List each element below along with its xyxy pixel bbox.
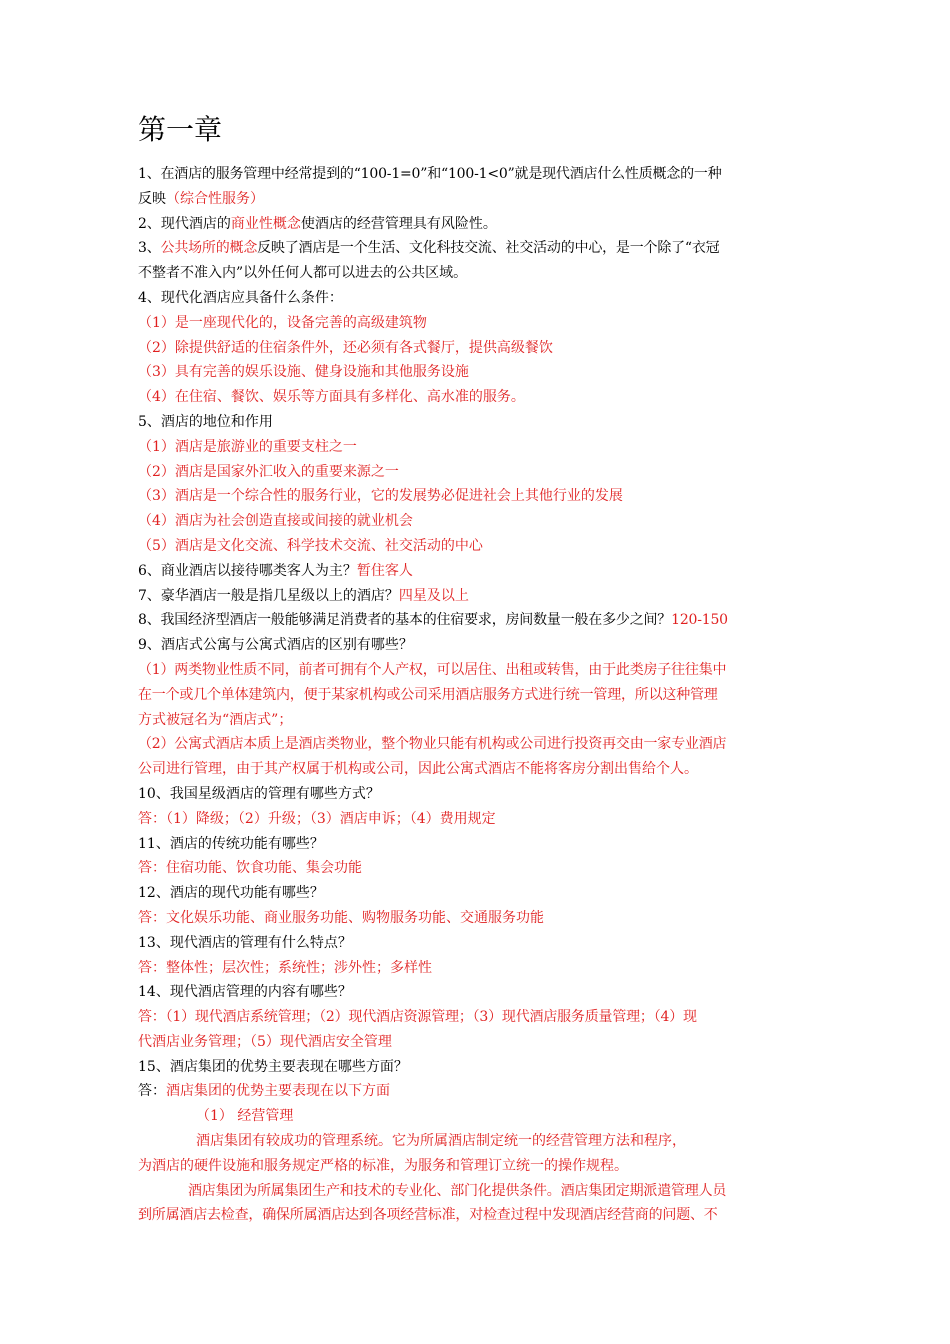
q6-question: 6、商业酒店以接待哪类客人为主？ — [138, 562, 357, 579]
q5-item: （4）酒店为社会创造直接或间接的就业机会 — [138, 513, 413, 530]
q8-question: 8、我国经济型酒店一般能够满足消费者的基本的住宿要求，房间数量一般在多少之间？ — [138, 612, 672, 629]
q9-question: 9、酒店式公寓与公寓式酒店的区别有哪些？ — [138, 637, 413, 654]
chapter-title: 第一章 — [138, 113, 223, 146]
q15-para2-line1: 酒店集团为所属集团生产和技术的专业化、部门化提供条件。酒店集团定期派遣管理人员 — [188, 1182, 727, 1199]
q14-answer-line1: 答：（1）现代酒店系统管理；（2）现代酒店资源管理；（3）现代酒店服务质量管理；（4）现 — [138, 1009, 697, 1026]
q1-line1: 1、在酒店的服务管理中经常提到的“100-1=0”和“100-1<0”就是现代酒店什么性质概念的一种 — [138, 166, 722, 182]
q11-answer: 答：住宿功能、饮食功能、集会功能 — [138, 860, 362, 877]
q10-answer: 答：（1）降级；（2）升级；（3）酒店申诉；（4）费用规定 — [138, 810, 496, 827]
q15-answer-text: 酒店集团的优势主要表现在以下方面 — [166, 1083, 390, 1100]
q15-question: 15、酒店集团的优势主要表现在哪些方面？ — [138, 1058, 408, 1075]
q3-line1 — [138, 236, 822, 261]
q4-item: （3）具有完善的娱乐设施、健身设施和其他服务设施 — [138, 364, 469, 381]
q12-question: 12、酒店的现代功能有哪些？ — [138, 885, 324, 902]
q8-answer: 120-150 — [671, 612, 728, 629]
q14-question: 14、现代酒店管理的内容有哪些？ — [138, 984, 352, 1001]
q3-line2: 不整者不准入内”以外任何人都可以进去的公共区域。 — [138, 265, 468, 282]
q6-answer: 暂住客人 — [356, 562, 413, 579]
q9-answer-line: 公司进行管理，由于其产权属于机构或公司，因此公寓式酒店不能将客房分割出售给个人。 — [138, 761, 698, 778]
q1-text: 反映 — [138, 190, 166, 207]
q4-item: （1）是一座现代化的，设备完善的高级建筑物 — [138, 314, 427, 331]
q9-answer-line: 在一个或几个单体建筑内，便于某家机构或公司采用酒店服务方式进行统一管理，所以这种管理 — [138, 686, 718, 703]
q3-answer: 公共场所的概念 — [160, 240, 258, 257]
q2 — [138, 212, 822, 237]
q2-text-a: 2、现代酒店的 — [138, 215, 231, 232]
q13-question: 13、现代酒店的管理有什么特点？ — [138, 934, 352, 951]
q2-text-b: 使酒店的经营管理具有风险性。 — [300, 215, 497, 232]
q14-answer-line2: 代酒店业务管理；（5）现代酒店安全管理 — [138, 1033, 392, 1050]
q3-text-b: 反映了酒店是一个生活、文化科技交流、社交活动的中心，是一个除了“衣冠 — [257, 240, 720, 257]
q8 — [138, 608, 822, 633]
q5-item: （3）酒店是一个综合性的服务行业，它的发展势必促进社会上其他行业的发展 — [138, 488, 623, 505]
q15-answer-prefix: 答： — [138, 1083, 166, 1100]
document-page — [138, 108, 822, 1228]
q9-answer-line: 方式被冠名为“酒店式”； — [138, 711, 293, 728]
q2-answer: 商业性概念 — [230, 215, 301, 232]
q1-answer: （综合性服务） — [166, 190, 264, 207]
q5-item: （5）酒店是文化交流、科学技术交流、社交活动的中心 — [138, 537, 483, 554]
q1-line2 — [138, 187, 822, 212]
q4-question: 4、现代化酒店应具备什么条件： — [138, 289, 343, 306]
q5-item: （1）酒店是旅游业的重要支柱之一 — [138, 438, 357, 455]
q5-item: （2）酒店是国家外汇收入的重要来源之一 — [138, 463, 399, 480]
q15-para1-line1: 酒店集团有较成功的管理系统。它为所属酒店制定统一的经营管理方法和程序， — [196, 1133, 686, 1150]
q15-para2-line2: 到所属酒店去检查，确保所属酒店达到各项经营标准，对检查过程中发现酒店经营商的问题、不 — [138, 1207, 718, 1224]
q7-answer: 四星及以上 — [398, 587, 469, 604]
q9-answer-line: （1）两类物业性质不同，前者可拥有个人产权，可以居住、出租或转售，由于此类房子往往集中 — [138, 661, 727, 678]
q5-question: 5、酒店的地位和作用 — [138, 413, 273, 430]
q12-answer: 答：文化娱乐功能、商业服务功能、购物服务功能、交通服务功能 — [138, 909, 544, 926]
q4-item: （2）除提供舒适的住宿条件外，还必须有各式餐厅，提供高级餐饮 — [138, 339, 553, 356]
q15-answer — [138, 1079, 822, 1104]
q7 — [138, 584, 822, 609]
q13-answer: 答：整体性；层次性；系统性；涉外性；多样性 — [138, 959, 432, 976]
q11-question: 11、酒店的传统功能有哪些？ — [138, 835, 324, 852]
q4-item: （4）在住宿、餐饮、娱乐等方面具有多样化、高水准的服务。 — [138, 389, 525, 406]
q15-para1-line2: 为酒店的硬件设施和服务规定严格的标准，为服务和管理订立统一的操作规程。 — [138, 1157, 628, 1174]
q6 — [138, 559, 822, 584]
q9-answer-line: （2）公寓式酒店本质上是酒店类物业，整个物业只能有机构或公司进行投资再交由一家专业酒店 — [138, 736, 727, 753]
q3-text-a: 3、 — [138, 240, 161, 257]
q10-question: 10、我国星级酒店的管理有哪些方式？ — [138, 785, 380, 802]
q7-question: 7、豪华酒店一般是指几星级以上的酒店？ — [138, 587, 399, 604]
q15-subtitle: （1） 经营管理 — [196, 1108, 294, 1125]
